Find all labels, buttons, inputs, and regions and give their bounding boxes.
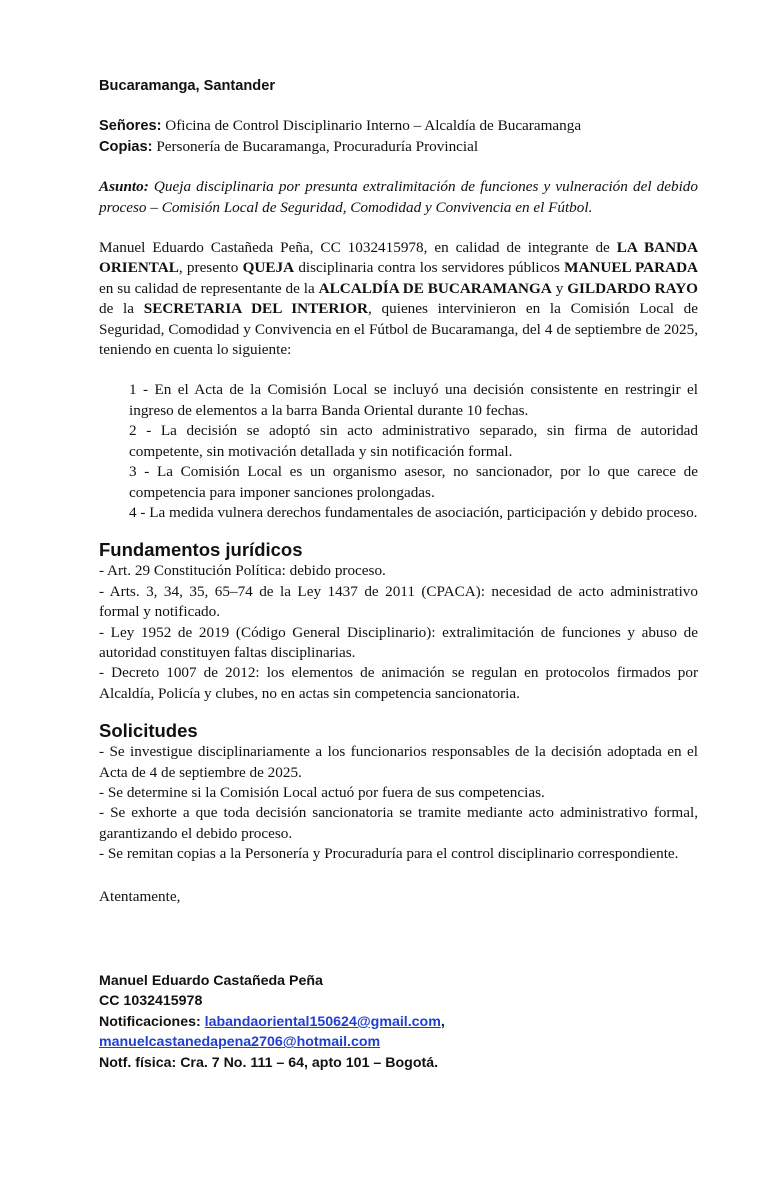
intro-text-6: de la bbox=[99, 300, 144, 318]
legal-list bbox=[99, 561, 698, 704]
intro-text-5: y bbox=[551, 279, 568, 297]
closing-line: Atentamente, bbox=[99, 887, 181, 905]
signature-block bbox=[99, 971, 698, 1073]
legal-item: - Arts. 3, 34, 35, 65–74 de la Ley 1437 de 2011 (CPACA): necesidad de acto administrativo formal y notificado. bbox=[99, 582, 698, 621]
intro-text-2: , presento bbox=[178, 259, 243, 277]
intro-bold-secretaria: SECRETARIA DEL INTERIOR bbox=[143, 300, 369, 318]
intro-text-7: , quienes intervinieron en la Comisión Local de Seguridad, Comodidad y Convivencia en el Fútbol de Bucaramanga, del 4 de septiembre de 2025, teniendo en cuenta lo siguiente: bbox=[99, 300, 698, 359]
request-item: - Se determine si la Comisión Local actuó por fuera de sus competencias. bbox=[99, 783, 545, 801]
intro-text-4: en su calidad de representante de la bbox=[99, 279, 319, 297]
notifications-line-2 bbox=[99, 1032, 698, 1052]
copias-line bbox=[99, 137, 698, 157]
senores-line bbox=[99, 116, 698, 136]
intro-text-1: Manuel Eduardo Castañeda Peña, CC 1032415978, en calidad de integrante de bbox=[99, 239, 617, 257]
intro-bold-parada: MANUEL PARADA bbox=[564, 259, 699, 277]
subject-line bbox=[99, 177, 698, 218]
signer-name: Manuel Eduardo Castañeda Peña bbox=[99, 973, 323, 989]
intro-bold-alcaldia: ALCALDÍA DE BUCARAMANGA bbox=[318, 279, 552, 297]
fact-item: 1 - En el Acta de la Comisión Local se incluyó una decisión consistente en restringir el ingreso de elementos a la barra Banda Oriental durante 10 fechas. bbox=[129, 381, 698, 419]
legal-heading: Fundamentos jurídicos bbox=[99, 539, 303, 561]
physical-address: Notf. física: Cra. 7 No. 111 – 64, apto 101 – Bogotá. bbox=[99, 1054, 439, 1071]
location-line: Bucaramanga, Santander bbox=[99, 78, 275, 94]
fact-item: 3 - La Comisión Local es un organismo asesor, no sancionador, por lo que carece de competencia para imponer sanciones prolongadas. bbox=[129, 463, 698, 501]
notifications-line bbox=[99, 1012, 698, 1032]
intro-paragraph bbox=[99, 238, 698, 360]
legal-item: - Ley 1952 de 2019 (Código General Disciplinario): extralimitación de funciones y abuso de autoridad constituyen faltas disciplinarias. bbox=[99, 623, 698, 661]
email-separator: , bbox=[440, 1013, 445, 1030]
subject-label: Asunto: bbox=[99, 178, 149, 196]
request-item: - Se remitan copias a la Personería y Procuraduría para el control disciplinario correspondiente. bbox=[99, 845, 679, 863]
facts-list bbox=[99, 380, 698, 523]
intro-text-3: disciplinaria contra los servidores públicos bbox=[294, 259, 565, 277]
request-item: - Se investigue disciplinariamente a los funcionarios responsables de la decisión adoptada en el Acta de 4 de septiembre de 2025. bbox=[99, 743, 698, 781]
requests-heading: Solicitudes bbox=[99, 720, 198, 742]
request-item: - Se exhorte a que toda decisión sancionatoria se tramite mediante acto administrativo formal, garantizando el debido proceso. bbox=[99, 804, 698, 842]
copias-value: Personería de Bucaramanga, Procuraduría Provincial bbox=[152, 137, 479, 155]
intro-bold-banda: LA BANDA ORIENTAL bbox=[99, 239, 698, 277]
notifications-label: Notificaciones: bbox=[99, 1013, 205, 1030]
signer-cc: CC 1032415978 bbox=[99, 993, 203, 1010]
intro-bold-queja: QUEJA bbox=[242, 259, 295, 277]
email-link-hotmail[interactable]: manuelcastanedapena2706@hotmail.com bbox=[99, 1034, 381, 1051]
intro-bold-rayo: GILDARDO RAYO bbox=[567, 279, 698, 297]
recipients-block bbox=[99, 116, 698, 157]
legal-item: - Decreto 1007 de 2012: los elementos de animación se regulan en protocolos firmados por Alcaldía, Policía y clubes, no en actas sin competencia sancionatoria. bbox=[99, 664, 698, 702]
legal-item: - Art. 29 Constitución Política: debido proceso. bbox=[99, 562, 386, 580]
senores-label: Señores: bbox=[99, 118, 162, 135]
requests-list bbox=[99, 742, 698, 864]
subject-text: Queja disciplinaria por presunta extralimitación de funciones y vulneración del debido proceso – Comisión Local de Seguridad, Comodidad y Convivencia en el Fútbol. bbox=[99, 178, 698, 216]
fact-item: 2 - La decisión se adoptó sin acto administrativo separado, sin firma de autoridad competente, sin motivación detallada y sin notificación formal. bbox=[129, 422, 698, 460]
senores-value: Oficina de Control Disciplinario Interno – Alcaldía de Bucaramanga bbox=[161, 117, 582, 135]
fact-item: 4 - La medida vulnera derechos fundamentales de asociación, participación y debido proceso. bbox=[129, 503, 698, 521]
copias-label: Copias: bbox=[99, 138, 153, 155]
email-link-gmail[interactable]: labandaoriental150624@gmail.com bbox=[204, 1013, 441, 1030]
